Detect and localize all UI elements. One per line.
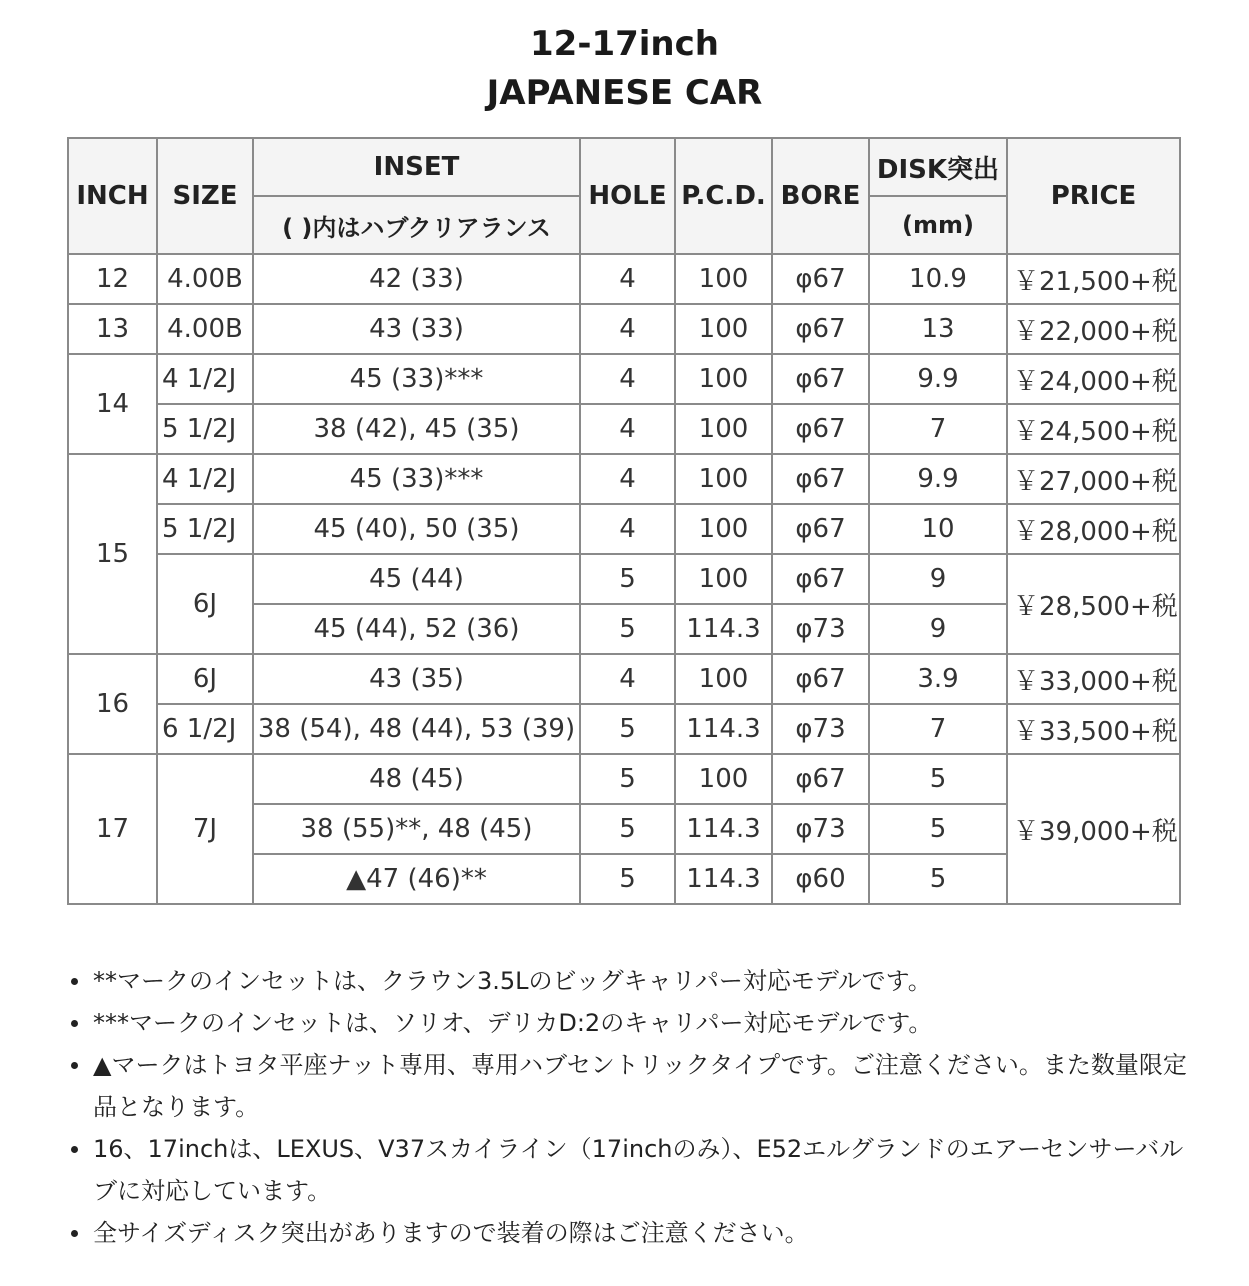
cell-inch: 14 [68,354,157,454]
cell-disk: 10 [869,504,1007,554]
cell-disk: 7 [869,704,1007,754]
spec-table [67,137,1181,905]
cell-price: ￥33,000+税 [1007,654,1180,704]
note-item: 16、17inchは、LEXUS、V37スカイライン（17inchのみ）、E52エルグランドのエアーセンサーバルブに対応しています。 [93,1128,1203,1212]
cell-price: ￥28,000+税 [1007,504,1180,554]
cell-hole: 5 [580,854,675,904]
cell-hole: 4 [580,454,675,504]
note-item: ▲マークはトヨタ平座ナット専用、専用ハブセントリックタイプです。ご注意ください。また数量限定品となります。 [93,1044,1203,1128]
cell-size: 6J [157,554,253,654]
cell-inch: 12 [68,254,157,304]
cell-price: ￥22,000+税 [1007,304,1180,354]
cell-disk: 9 [869,554,1007,604]
cell-pcd: 100 [675,454,772,504]
table-row [68,554,1180,604]
table-row [68,304,1180,354]
cell-bore: φ67 [772,754,869,804]
cell-disk: 5 [869,754,1007,804]
table-row [68,454,1180,504]
cell-inset: 42 (33) [253,254,580,304]
cell-size: 6J [157,654,253,704]
header-inset: INSET [253,138,580,196]
page-title-size: 12-17inch [530,24,719,64]
header-size: SIZE [157,138,253,254]
header-disk-sub: (mm) [869,196,1007,254]
header-inch: INCH [68,138,157,254]
cell-price: ￥24,000+税 [1007,354,1180,404]
header-pcd: P.C.D. [675,138,772,254]
cell-hole: 5 [580,554,675,604]
table-row [68,354,1180,404]
table-row [68,754,1180,804]
cell-bore: φ60 [772,854,869,904]
cell-price: ￥27,000+税 [1007,454,1180,504]
cell-pcd: 100 [675,754,772,804]
cell-disk: 9 [869,604,1007,654]
cell-price: ￥33,500+税 [1007,704,1180,754]
cell-pcd: 100 [675,404,772,454]
cell-price: ￥39,000+税 [1007,754,1180,904]
header-inset-sub: ( )内はハブクリアランス [253,196,580,254]
cell-inset: 38 (54), 48 (44), 53 (39) [253,704,580,754]
cell-pcd: 114.3 [675,804,772,854]
cell-inset: 43 (33) [253,304,580,354]
cell-pcd: 114.3 [675,854,772,904]
cell-disk: 9.9 [869,454,1007,504]
table-row [68,704,1180,754]
cell-inset: 43 (35) [253,654,580,704]
cell-inset: 48 (45) [253,754,580,804]
cell-size: 5 1/2J [157,404,253,454]
cell-inch: 17 [68,754,157,904]
cell-inset: 38 (42), 45 (35) [253,404,580,454]
cell-inch: 15 [68,454,157,654]
cell-bore: φ67 [772,504,869,554]
header-row [68,138,1180,196]
table-row [68,654,1180,704]
cell-hole: 4 [580,504,675,554]
table-row [68,404,1180,454]
cell-pcd: 100 [675,354,772,404]
header-hole: HOLE [580,138,675,254]
cell-pcd: 100 [675,554,772,604]
cell-hole: 5 [580,604,675,654]
cell-size: 7J [157,754,253,904]
notes-list [67,960,1203,1254]
cell-bore: φ67 [772,454,869,504]
cell-pcd: 114.3 [675,704,772,754]
cell-inset: 45 (44), 52 (36) [253,604,580,654]
cell-hole: 5 [580,754,675,804]
cell-inset: 45 (44) [253,554,580,604]
cell-size: 4.00B [157,254,253,304]
header-price: PRICE [1007,138,1180,254]
cell-bore: φ73 [772,804,869,854]
cell-inset: 38 (55)**, 48 (45) [253,804,580,854]
cell-hole: 4 [580,254,675,304]
cell-inset: 45 (33)*** [253,354,580,404]
table-row [68,254,1180,304]
cell-disk: 9.9 [869,354,1007,404]
cell-price: ￥21,500+税 [1007,254,1180,304]
note-item: 全サイズディスク突出がありますので装着の際はご注意ください。 [93,1212,1203,1254]
cell-bore: φ73 [772,604,869,654]
cell-size: 4 1/2J [157,454,253,504]
table-row [68,504,1180,554]
cell-hole: 5 [580,804,675,854]
note-item: ***マークのインセットは、ソリオ、デリカD:2のキャリパー対応モデルです。 [93,1002,1203,1044]
cell-disk: 10.9 [869,254,1007,304]
cell-pcd: 100 [675,504,772,554]
cell-bore: φ67 [772,654,869,704]
cell-price: ￥24,500+税 [1007,404,1180,454]
cell-bore: φ73 [772,704,869,754]
cell-size: 4.00B [157,304,253,354]
cell-bore: φ67 [772,404,869,454]
cell-disk: 7 [869,404,1007,454]
cell-disk: 3.9 [869,654,1007,704]
cell-pcd: 114.3 [675,604,772,654]
note-item: **マークのインセットは、クラウン3.5Lのビッグキャリパー対応モデルです。 [93,960,1203,1002]
cell-disk: 5 [869,804,1007,854]
page-title-category: JAPANESE CAR [486,73,763,113]
header-bore: BORE [772,138,869,254]
cell-size: 4 1/2J [157,354,253,404]
cell-bore: φ67 [772,254,869,304]
cell-size: 6 1/2J [157,704,253,754]
cell-pcd: 100 [675,654,772,704]
header-disk: DISK突出 [869,138,1007,196]
cell-inset: ▲47 (46)** [253,854,580,904]
cell-disk: 5 [869,854,1007,904]
cell-inset: 45 (40), 50 (35) [253,504,580,554]
cell-hole: 4 [580,404,675,454]
cell-disk: 13 [869,304,1007,354]
cell-inset: 45 (33)*** [253,454,580,504]
cell-size: 5 1/2J [157,504,253,554]
cell-bore: φ67 [772,354,869,404]
cell-price: ￥28,500+税 [1007,554,1180,654]
cell-pcd: 100 [675,254,772,304]
cell-hole: 4 [580,654,675,704]
cell-bore: φ67 [772,554,869,604]
cell-bore: φ67 [772,304,869,354]
cell-hole: 4 [580,354,675,404]
cell-hole: 4 [580,304,675,354]
cell-inch: 16 [68,654,157,754]
cell-hole: 5 [580,704,675,754]
cell-inch: 13 [68,304,157,354]
cell-pcd: 100 [675,304,772,354]
